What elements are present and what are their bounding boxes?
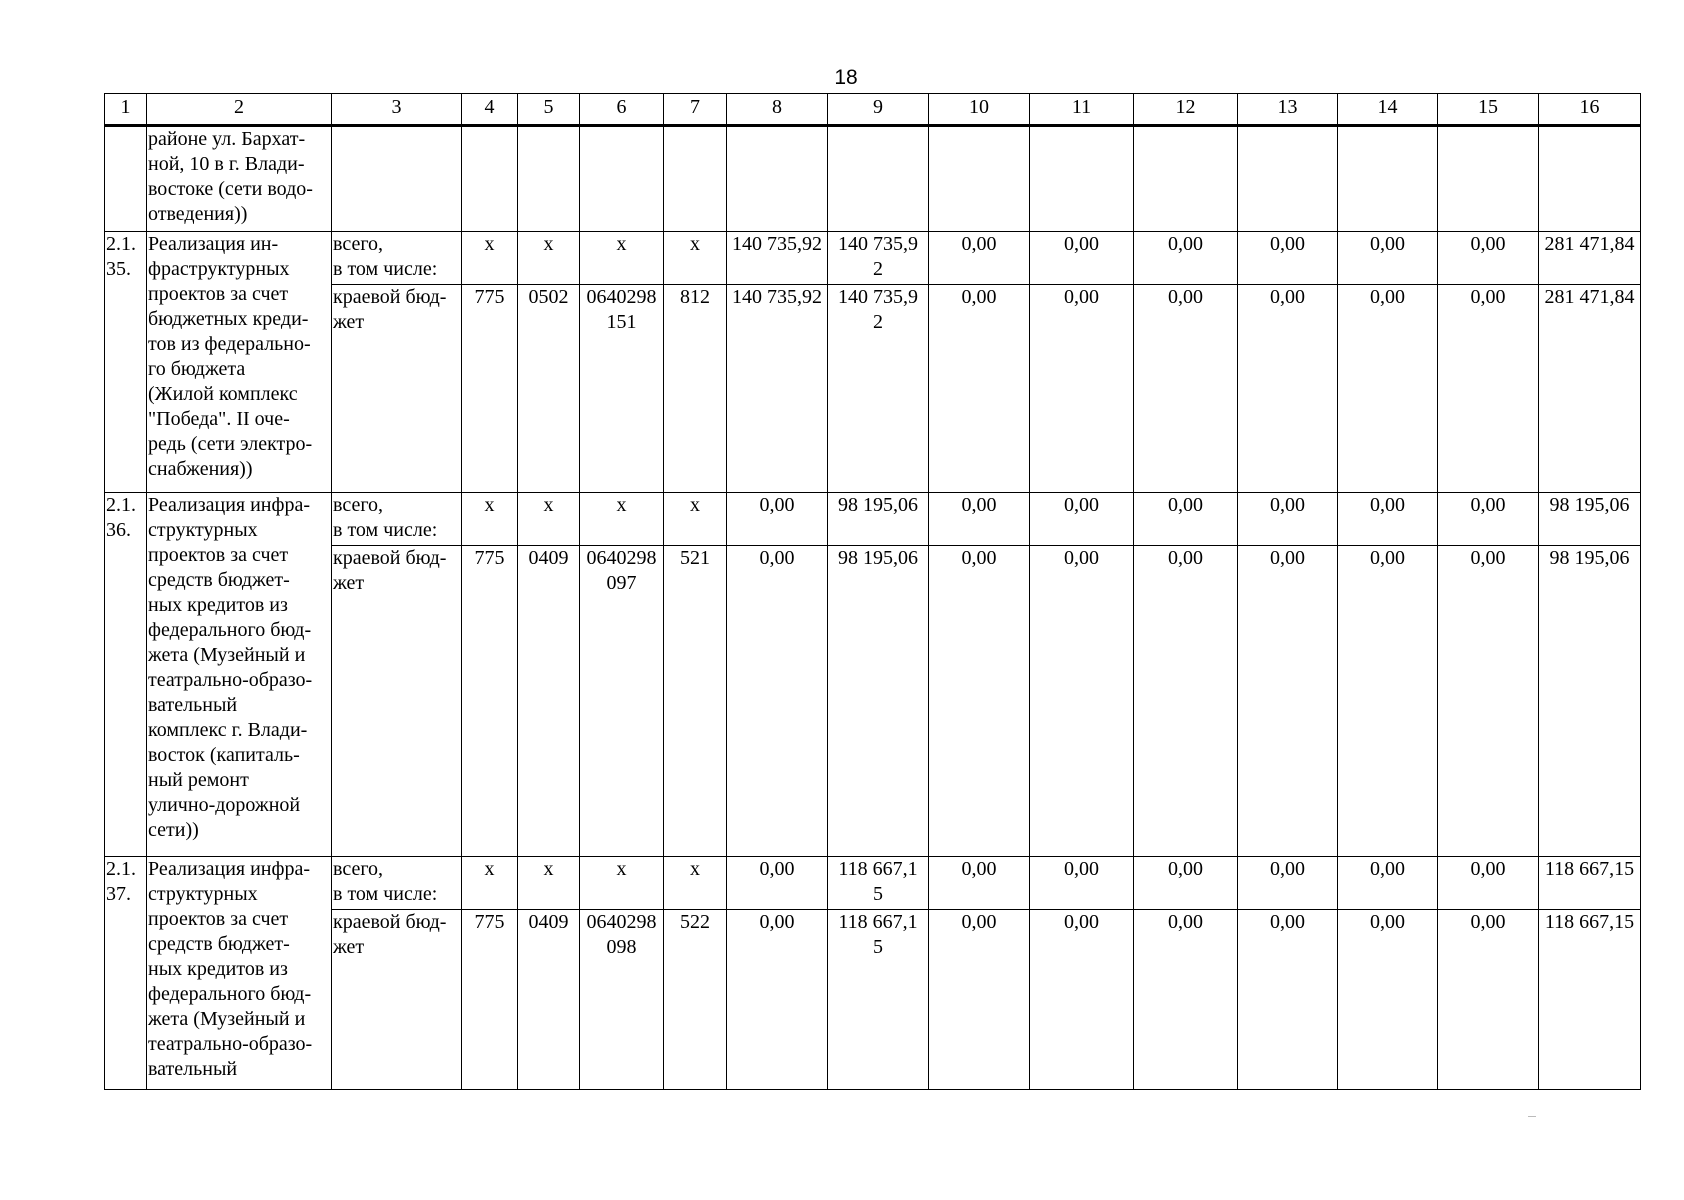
cell-value: 0,00	[1238, 493, 1338, 546]
cell-value: 0,00	[1238, 857, 1338, 910]
empty-cell	[1134, 126, 1238, 232]
cell-value: 118 667,1 5	[828, 910, 929, 1090]
cell-value: 0,00	[1338, 857, 1438, 910]
table-row-regional-budget	[105, 546, 1641, 857]
budget-table	[104, 93, 1641, 1090]
table-row-continuation	[105, 126, 1641, 232]
cell-value: 0,00	[1438, 546, 1539, 857]
cell-value: 0,00	[1338, 493, 1438, 546]
empty-cell	[518, 126, 580, 232]
table-row-regional-budget	[105, 285, 1641, 493]
cell-grbs: х	[462, 857, 518, 910]
cell-value: 0,00	[1134, 546, 1238, 857]
cell-value: 0,00	[1134, 493, 1238, 546]
column-number-row	[105, 94, 1641, 126]
cell-value: 0,00	[1338, 546, 1438, 857]
cell-value: 0,00	[929, 232, 1030, 285]
item-description: Реализация ин- фраструктурных проектов за счет бюджетных креди- тов из федерально- го бюджета (Жилой комплекс "Победа". II оче- редь (сети электро- снабжения))	[147, 232, 332, 493]
empty-cell	[1238, 126, 1338, 232]
funding-source: краевой бюд- жет	[332, 546, 462, 857]
cell-grbs: х	[462, 232, 518, 285]
cell-expense-type: 521	[664, 546, 727, 857]
cell-section: х	[518, 493, 580, 546]
row-number: 2.1. 35.	[105, 232, 147, 493]
page-number: 18	[834, 66, 858, 89]
empty-cell	[332, 126, 462, 232]
cell-total: 118 667,15	[1539, 910, 1641, 1090]
column-number: 12	[1134, 94, 1238, 126]
cell-total: 118 667,15	[1539, 857, 1641, 910]
empty-cell	[1539, 126, 1641, 232]
cell-target-article: х	[580, 857, 664, 910]
cell-total: 281 471,84	[1539, 232, 1641, 285]
cell-value: 0,00	[1238, 910, 1338, 1090]
table-row-total	[105, 493, 1641, 546]
cell-value: 118 667,1 5	[828, 857, 929, 910]
cell-value: 0,00	[727, 493, 828, 546]
column-number: 3	[332, 94, 462, 126]
column-number: 2	[147, 94, 332, 126]
column-number: 11	[1030, 94, 1134, 126]
cell-value: 0,00	[1134, 910, 1238, 1090]
funding-source: всего, в том числе:	[332, 857, 462, 910]
cell-value: 140 735,92	[727, 285, 828, 493]
cell-section: 0502	[518, 285, 580, 493]
cell-section: х	[518, 857, 580, 910]
empty-cell	[1030, 126, 1134, 232]
cell-grbs: х	[462, 493, 518, 546]
cell-value: 0,00	[727, 857, 828, 910]
empty-cell	[580, 126, 664, 232]
cell-expense-type: 812	[664, 285, 727, 493]
cell-target-article: х	[580, 232, 664, 285]
cell-value: 0,00	[1438, 910, 1539, 1090]
column-number: 6	[580, 94, 664, 126]
cell-value: 0,00	[1030, 285, 1134, 493]
column-number: 13	[1238, 94, 1338, 126]
column-number: 10	[929, 94, 1030, 126]
funding-source: краевой бюд- жет	[332, 285, 462, 493]
cell-value: 0,00	[1438, 493, 1539, 546]
cell-grbs: 775	[462, 546, 518, 857]
cell-expense-type: х	[664, 232, 727, 285]
cell-total: 98 195,06	[1539, 493, 1641, 546]
item-description: районе ул. Бархат- ной, 10 в г. Влади- востоке (сети водо- отведения))	[147, 126, 332, 232]
cell-value: 140 735,92	[727, 232, 828, 285]
cell-value: 0,00	[1030, 232, 1134, 285]
cell-value: 0,00	[929, 857, 1030, 910]
empty-cell	[727, 126, 828, 232]
cell-section: х	[518, 232, 580, 285]
cell-value: 0,00	[1238, 232, 1338, 285]
cell-expense-type: 522	[664, 910, 727, 1090]
column-number: 1	[105, 94, 147, 126]
cell-target-article: х	[580, 493, 664, 546]
cell-value: 0,00	[1338, 232, 1438, 285]
row-number: 2.1. 36.	[105, 493, 147, 857]
cell-value: 0,00	[1438, 232, 1539, 285]
cell-value: 0,00	[1030, 910, 1134, 1090]
cell-grbs: 775	[462, 910, 518, 1090]
funding-source: всего, в том числе:	[332, 493, 462, 546]
column-number: 7	[664, 94, 727, 126]
cell-value: 140 735,9 2	[828, 232, 929, 285]
item-description: Реализация инфра- структурных проектов за счет средств бюджет- ных кредитов из федерального бюд- жета (Музейный и театрально-образо- вательный комплекс г. Влади- восток (капиталь- ный ремонт улично-дорожной сети))	[147, 493, 332, 857]
cell-value: 0,00	[1134, 232, 1238, 285]
cell-value: 0,00	[727, 546, 828, 857]
cell-value: 0,00	[1134, 857, 1238, 910]
cell-value: 98 195,06	[828, 493, 929, 546]
cell-value: 0,00	[727, 910, 828, 1090]
cell-section: 0409	[518, 910, 580, 1090]
cell-value: 0,00	[1134, 285, 1238, 493]
cell-value: 0,00	[1338, 910, 1438, 1090]
cell-expense-type: х	[664, 493, 727, 546]
column-number: 14	[1338, 94, 1438, 126]
empty-cell	[1438, 126, 1539, 232]
cell-section: 0409	[518, 546, 580, 857]
funding-source: всего, в том числе:	[332, 232, 462, 285]
cell-target-article: 0640298 151	[580, 285, 664, 493]
cell-expense-type: х	[664, 857, 727, 910]
cell-value: 140 735,9 2	[828, 285, 929, 493]
cell-target-article: 0640298 098	[580, 910, 664, 1090]
cell-value: 0,00	[1338, 285, 1438, 493]
empty-cell	[828, 126, 929, 232]
column-number: 5	[518, 94, 580, 126]
cell-value: 0,00	[1438, 857, 1539, 910]
empty-cell	[664, 126, 727, 232]
cell-value: 0,00	[929, 493, 1030, 546]
column-number: 8	[727, 94, 828, 126]
cell-value: 0,00	[929, 910, 1030, 1090]
column-number: 15	[1438, 94, 1539, 126]
row-number: 2.1. 37.	[105, 857, 147, 1090]
cell-value: 0,00	[1030, 493, 1134, 546]
table-row-total	[105, 857, 1641, 910]
cell-value: 0,00	[1438, 285, 1539, 493]
funding-source: краевой бюд- жет	[332, 910, 462, 1090]
cell-target-article: 0640298 097	[580, 546, 664, 857]
cell-value: 0,00	[929, 285, 1030, 493]
table-row-total	[105, 232, 1641, 285]
table-row-regional-budget	[105, 910, 1641, 1090]
column-number: 16	[1539, 94, 1641, 126]
item-description: Реализация инфра- структурных проектов за счет средств бюджет- ных кредитов из федерального бюд- жета (Музейный и театрально-образо- вательный	[147, 857, 332, 1090]
cell-value: 0,00	[1030, 546, 1134, 857]
cell-total: 98 195,06	[1539, 546, 1641, 857]
row-number-cell	[105, 126, 147, 232]
empty-cell	[1338, 126, 1438, 232]
cell-value: 0,00	[1030, 857, 1134, 910]
cell-value: 98 195,06	[828, 546, 929, 857]
empty-cell	[462, 126, 518, 232]
cell-value: 0,00	[929, 546, 1030, 857]
cell-value: 0,00	[1238, 546, 1338, 857]
column-number: 9	[828, 94, 929, 126]
cell-value: 0,00	[1238, 285, 1338, 493]
scan-artifact	[1528, 1116, 1536, 1117]
column-number: 4	[462, 94, 518, 126]
cell-total: 281 471,84	[1539, 285, 1641, 493]
cell-grbs: 775	[462, 285, 518, 493]
empty-cell	[929, 126, 1030, 232]
